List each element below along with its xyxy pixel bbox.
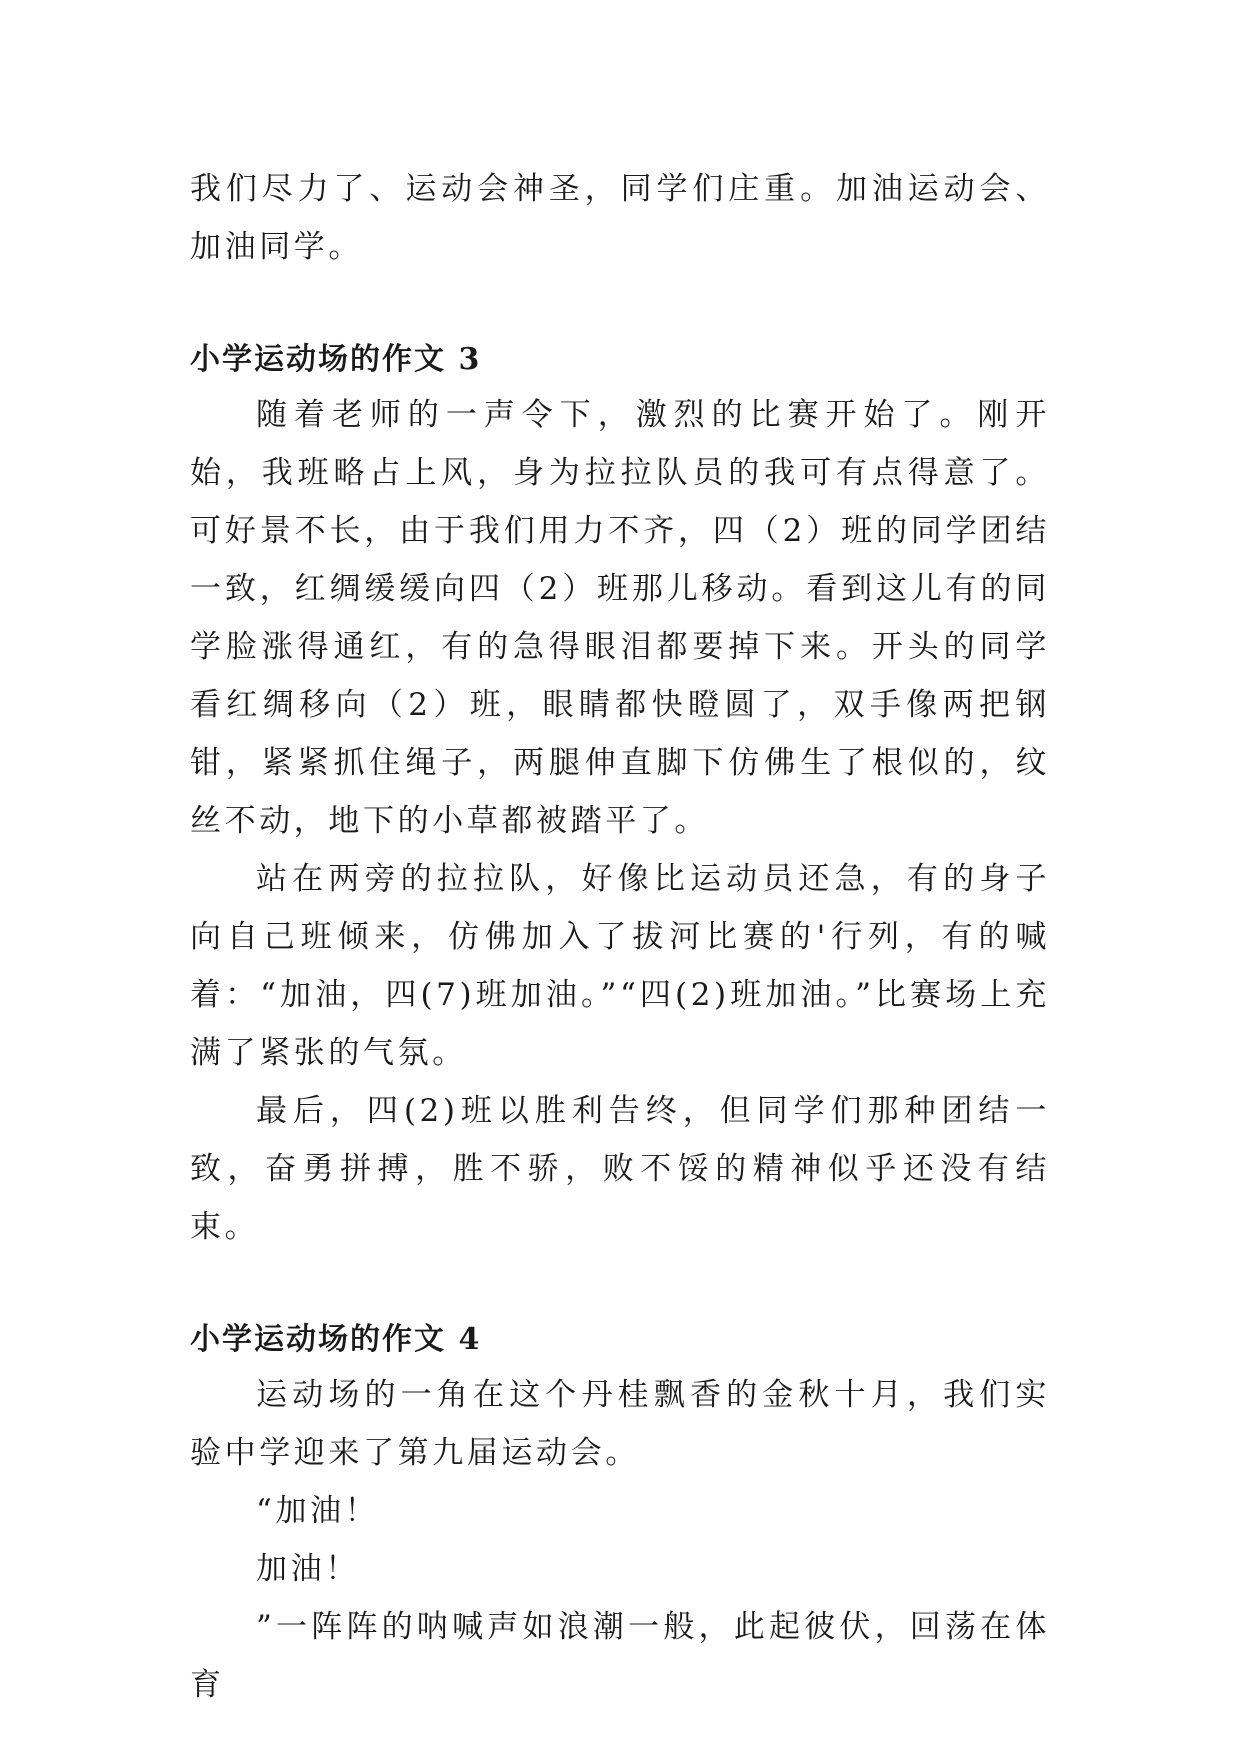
section-spacer xyxy=(190,276,1050,336)
section-4-paragraph-2: “加油！ xyxy=(256,1493,380,1529)
section-3 xyxy=(190,336,1050,1256)
section-3-paragraph-3: 最后，四(2)班以胜利告终，但同学们那种团结一致，奋勇拼搏，胜不骄，败不馁的精神似乎还没有结束。 xyxy=(190,1093,1050,1245)
section-4-heading: 小学运动场的作文 4 xyxy=(190,1322,482,1357)
section-spacer xyxy=(190,1256,1050,1316)
section-4-paragraph-3: 加油！ xyxy=(256,1551,360,1587)
document-page xyxy=(190,160,1050,1714)
section-4-paragraph-4: ”一阵阵的呐喊声如浪潮一般，此起彼伏，回荡在体育 xyxy=(190,1609,1050,1703)
section-3-paragraph-2: 站在两旁的拉拉队，好像比运动员还急，有的身子向自己班倾来，仿佛加入了拔河比赛的'行列，有的喊着：“加油，四(7)班加油。”“四(2)班加油。”比赛场上充满了紧张的气氛。 xyxy=(190,861,1050,1071)
section-4-paragraph-1: 运动场的一角在这个丹桂飘香的金秋十月，我们实验中学迎来了第九届运动会。 xyxy=(190,1377,1050,1471)
section-3-paragraph-1: 随着老师的一声令下，激烈的比赛开始了。刚开始，我班略占上风，身为拉拉队员的我可有点得意了。可好景不长，由于我们用力不齐，四（2）班的同学团结一致，红绸缓缓向四（2）班那儿移动。看到这儿有的同学脸涨得通红，有的急得眼泪都要掉下来。开头的同学看红绸移向（2）班，眼睛都快瞪圆了，双手像两把钢钳，紧紧抓住绳子，两腿伸直脚下仿佛生了根似的，纹丝不动，地下的小草都被踏平了。 xyxy=(190,397,1050,839)
section-4 xyxy=(190,1316,1050,1714)
section-3-heading: 小学运动场的作文 3 xyxy=(190,342,482,377)
intro-paragraph: 我们尽力了、运动会神圣，同学们庄重。加油运动会、加油同学。 xyxy=(190,171,1050,265)
